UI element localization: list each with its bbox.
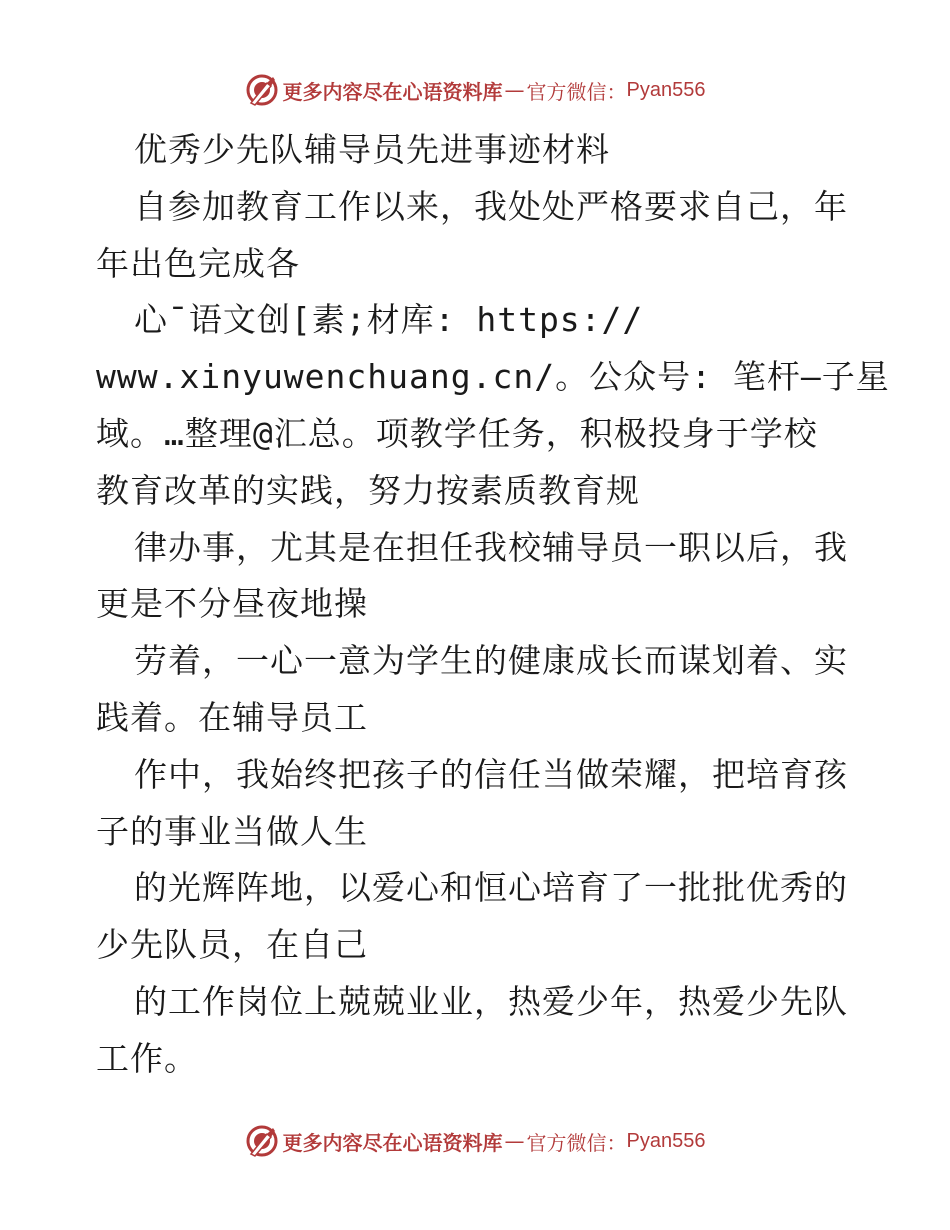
footer-banner xyxy=(0,1121,950,1161)
text-line: 少先队员，在自己 xyxy=(96,925,368,965)
text-line: 年出色完成各 xyxy=(96,243,300,283)
pen-logo-icon xyxy=(245,1124,279,1158)
banner-slogan: 更多内容尽在心语资料库 xyxy=(282,79,503,104)
document-title: 优秀少先队辅导员先进事迹材料 xyxy=(134,130,610,169)
document-body xyxy=(96,122,890,1088)
text-line: 的工作岗位上兢兢业业，热爱少年，热爱少先队 xyxy=(134,981,848,1021)
banner-slogan: 更多内容尽在心语资料库 xyxy=(282,1130,503,1155)
banner-dash: — xyxy=(504,78,525,102)
header-banner xyxy=(0,70,950,110)
text-line: www.xinyuwenchuang.cn/。公众号: 笔杆—子星 xyxy=(96,357,890,397)
banner-wechat-id: Pyan556 xyxy=(626,1129,706,1152)
text-line: 作中，我始终把孩子的信任当做荣耀，把培育孩 xyxy=(134,754,848,794)
text-line: 工作。 xyxy=(96,1038,198,1078)
text-line: 更是不分昼夜地操 xyxy=(96,584,368,624)
text-line: 律办事，尤其是在担任我校辅导员一职以后，我 xyxy=(134,527,848,567)
text-line: 自参加教育工作以来，我处处严格要求自己，年 xyxy=(134,186,848,226)
pen-logo-icon xyxy=(245,73,279,107)
text-line: 心¯语文创[素;材库: https:// xyxy=(134,300,644,340)
text-line: 的光辉阵地，以爱心和恒心培育了一批批优秀的 xyxy=(134,868,848,908)
banner-wechat-label: 官方微信： xyxy=(526,1130,627,1155)
text-line: 子的事业当做人生 xyxy=(96,811,368,851)
text-line: 劳着，一心一意为学生的健康成长而谋划着、实 xyxy=(134,641,848,681)
text-line: 域。…整理@汇总。项教学任务，积极投身于学校 xyxy=(96,413,818,453)
banner-wechat-label: 官方微信： xyxy=(526,79,627,104)
banner-dash: — xyxy=(504,1129,525,1153)
banner-wechat-id: Pyan556 xyxy=(626,78,706,101)
text-line: 教育改革的实践，努力按素质教育规 xyxy=(96,470,640,510)
text-line: 践着。在辅导员工 xyxy=(96,697,368,737)
